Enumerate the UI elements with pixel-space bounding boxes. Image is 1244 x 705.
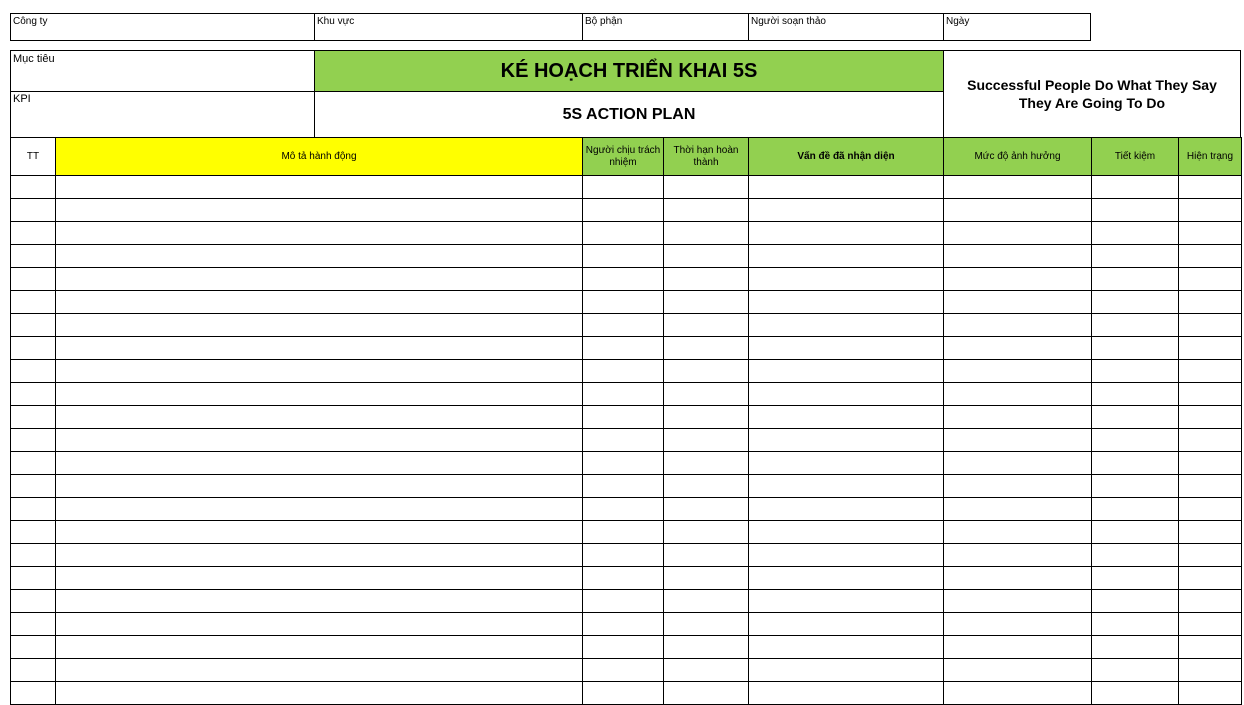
cell-impact[interactable] [944, 521, 1092, 544]
cell-responsible[interactable] [583, 498, 664, 521]
cell-saving[interactable] [1092, 222, 1179, 245]
cell-deadline[interactable] [664, 452, 749, 475]
table-body [11, 176, 1242, 705]
cell-responsible[interactable] [583, 452, 664, 475]
cell-impact[interactable] [944, 245, 1092, 268]
cell-description[interactable] [56, 314, 583, 337]
cell-saving[interactable] [1092, 406, 1179, 429]
cell-responsible[interactable] [583, 360, 664, 383]
cell-tt[interactable] [11, 314, 56, 337]
table-row [11, 360, 1242, 383]
cell-description[interactable] [56, 268, 583, 291]
cell-deadline[interactable] [664, 268, 749, 291]
action-plan-table [10, 137, 1242, 705]
cell-issue[interactable] [749, 222, 944, 245]
cell-status[interactable] [1179, 406, 1242, 429]
cell-tt[interactable] [11, 659, 56, 682]
cell-issue[interactable] [749, 659, 944, 682]
cell-responsible[interactable] [583, 544, 664, 567]
table-row [11, 659, 1242, 682]
cell-impact[interactable] [944, 452, 1092, 475]
cell-tt[interactable] [11, 360, 56, 383]
cell-responsible[interactable] [583, 682, 664, 705]
cell-status[interactable] [1179, 314, 1242, 337]
cell-issue[interactable] [749, 613, 944, 636]
cell-description[interactable] [56, 636, 583, 659]
col-header-issue: Vấn đề đã nhận diện [749, 138, 944, 176]
cell-saving[interactable] [1092, 682, 1179, 705]
table-row [11, 222, 1242, 245]
cell-status[interactable] [1179, 498, 1242, 521]
cell-description[interactable] [56, 383, 583, 406]
cell-deadline[interactable] [664, 337, 749, 360]
table-row [11, 245, 1242, 268]
cell-deadline[interactable] [664, 567, 749, 590]
cell-impact[interactable] [944, 498, 1092, 521]
table-row [11, 544, 1242, 567]
cell-saving[interactable] [1092, 245, 1179, 268]
cell-issue[interactable] [749, 452, 944, 475]
col-header-responsible: Người chịu trách nhiệm [583, 138, 664, 176]
cell-responsible[interactable] [583, 521, 664, 544]
kpi-label: KPI [13, 93, 31, 105]
cell-description[interactable] [56, 291, 583, 314]
cell-impact[interactable] [944, 268, 1092, 291]
cell-issue[interactable] [749, 176, 944, 199]
cell-saving[interactable] [1092, 636, 1179, 659]
cell-status[interactable] [1179, 613, 1242, 636]
cell-saving[interactable] [1092, 337, 1179, 360]
cell-impact[interactable] [944, 337, 1092, 360]
cell-tt[interactable] [11, 199, 56, 222]
cell-tt[interactable] [11, 337, 56, 360]
cell-deadline[interactable] [664, 383, 749, 406]
cell-saving[interactable] [1092, 590, 1179, 613]
cell-issue[interactable] [749, 337, 944, 360]
cell-impact[interactable] [944, 544, 1092, 567]
cell-issue[interactable] [749, 567, 944, 590]
cell-impact[interactable] [944, 360, 1092, 383]
table-row [11, 452, 1242, 475]
cell-deadline[interactable] [664, 360, 749, 383]
cell-description[interactable] [56, 567, 583, 590]
cell-saving[interactable] [1092, 452, 1179, 475]
cell-status[interactable] [1179, 268, 1242, 291]
cell-responsible[interactable] [583, 199, 664, 222]
cell-issue[interactable] [749, 682, 944, 705]
cell-issue[interactable] [749, 544, 944, 567]
cell-saving[interactable] [1092, 475, 1179, 498]
cell-description[interactable] [56, 682, 583, 705]
cell-impact[interactable] [944, 636, 1092, 659]
cell-tt[interactable] [11, 613, 56, 636]
cell-status[interactable] [1179, 636, 1242, 659]
cell-responsible[interactable] [583, 475, 664, 498]
cell-status[interactable] [1179, 544, 1242, 567]
cell-responsible[interactable] [583, 337, 664, 360]
cell-status[interactable] [1179, 429, 1242, 452]
cell-issue[interactable] [749, 268, 944, 291]
cell-deadline[interactable] [664, 590, 749, 613]
col-header-impact: Mức độ ảnh hưởng [944, 138, 1092, 176]
table-row [11, 337, 1242, 360]
cell-tt[interactable] [11, 406, 56, 429]
cell-description[interactable] [56, 452, 583, 475]
cell-saving[interactable] [1092, 268, 1179, 291]
table-row [11, 498, 1242, 521]
cell-responsible[interactable] [583, 429, 664, 452]
cell-description[interactable] [56, 429, 583, 452]
table-row [11, 176, 1242, 199]
cell-saving[interactable] [1092, 429, 1179, 452]
cell-tt[interactable] [11, 268, 56, 291]
plan-title: KÉ HOẠCH TRIỂN KHAI 5S [314, 51, 944, 92]
cell-description[interactable] [56, 498, 583, 521]
motto-text: Successful People Do What They Say They Are Going To Do [967, 77, 1217, 111]
cell-status[interactable] [1179, 475, 1242, 498]
author-field[interactable] [749, 14, 944, 40]
cell-saving[interactable] [1092, 176, 1179, 199]
cell-responsible[interactable] [583, 291, 664, 314]
cell-responsible[interactable] [583, 406, 664, 429]
cell-deadline[interactable] [664, 613, 749, 636]
table-row [11, 590, 1242, 613]
cell-tt[interactable] [11, 636, 56, 659]
cell-impact[interactable] [944, 383, 1092, 406]
cell-issue[interactable] [749, 245, 944, 268]
cell-tt[interactable] [11, 590, 56, 613]
cell-issue[interactable] [749, 521, 944, 544]
cell-status[interactable] [1179, 222, 1242, 245]
cell-impact[interactable] [944, 314, 1092, 337]
cell-status[interactable] [1179, 521, 1242, 544]
cell-impact[interactable] [944, 199, 1092, 222]
cell-saving[interactable] [1092, 521, 1179, 544]
plan-header [10, 50, 1241, 138]
cell-issue[interactable] [749, 590, 944, 613]
cell-responsible[interactable] [583, 245, 664, 268]
cell-issue[interactable] [749, 360, 944, 383]
cell-impact[interactable] [944, 475, 1092, 498]
table-row [11, 567, 1242, 590]
cell-issue[interactable] [749, 291, 944, 314]
cell-impact[interactable] [944, 567, 1092, 590]
col-header-saving: Tiết kiệm [1092, 138, 1179, 176]
cell-tt[interactable] [11, 383, 56, 406]
col-header-deadline: Thời hạn hoàn thành [664, 138, 749, 176]
cell-tt[interactable] [11, 245, 56, 268]
table-row [11, 291, 1242, 314]
cell-status[interactable] [1179, 337, 1242, 360]
department-field[interactable] [583, 14, 749, 40]
author-label: Người soạn thảo [751, 16, 826, 27]
date-field[interactable] [944, 14, 1090, 40]
cell-responsible[interactable] [583, 636, 664, 659]
company-field[interactable] [11, 14, 315, 40]
cell-impact[interactable] [944, 590, 1092, 613]
cell-issue[interactable] [749, 475, 944, 498]
cell-issue[interactable] [749, 429, 944, 452]
cell-saving[interactable] [1092, 291, 1179, 314]
department-label: Bộ phận [585, 16, 623, 27]
table-row [11, 199, 1242, 222]
cell-responsible[interactable] [583, 314, 664, 337]
table-row [11, 613, 1242, 636]
cell-deadline[interactable] [664, 406, 749, 429]
cell-description[interactable] [56, 659, 583, 682]
cell-deadline[interactable] [664, 291, 749, 314]
cell-saving[interactable] [1092, 544, 1179, 567]
cell-responsible[interactable] [583, 659, 664, 682]
cell-status[interactable] [1179, 176, 1242, 199]
cell-issue[interactable] [749, 636, 944, 659]
cell-status[interactable] [1179, 567, 1242, 590]
cell-deadline[interactable] [664, 498, 749, 521]
cell-status[interactable] [1179, 682, 1242, 705]
cell-deadline[interactable] [664, 176, 749, 199]
cell-issue[interactable] [749, 199, 944, 222]
cell-description[interactable] [56, 590, 583, 613]
cell-deadline[interactable] [664, 475, 749, 498]
cell-deadline[interactable] [664, 429, 749, 452]
cell-saving[interactable] [1092, 498, 1179, 521]
cell-description[interactable] [56, 521, 583, 544]
table-row [11, 521, 1242, 544]
cell-status[interactable] [1179, 659, 1242, 682]
cell-deadline[interactable] [664, 314, 749, 337]
cell-impact[interactable] [944, 222, 1092, 245]
cell-responsible[interactable] [583, 176, 664, 199]
cell-tt[interactable] [11, 498, 56, 521]
cell-responsible[interactable] [583, 268, 664, 291]
cell-deadline[interactable] [664, 521, 749, 544]
cell-saving[interactable] [1092, 383, 1179, 406]
cell-status[interactable] [1179, 245, 1242, 268]
table-header-row [11, 138, 1242, 176]
cell-impact[interactable] [944, 429, 1092, 452]
cell-description[interactable] [56, 406, 583, 429]
cell-saving[interactable] [1092, 567, 1179, 590]
cell-description[interactable] [56, 199, 583, 222]
cell-tt[interactable] [11, 452, 56, 475]
company-label: Công ty [13, 16, 48, 27]
cell-tt[interactable] [11, 429, 56, 452]
cell-description[interactable] [56, 222, 583, 245]
divider [11, 91, 314, 92]
info-row [10, 13, 1091, 41]
cell-saving[interactable] [1092, 199, 1179, 222]
cell-description[interactable] [56, 245, 583, 268]
cell-status[interactable] [1179, 291, 1242, 314]
cell-tt[interactable] [11, 544, 56, 567]
cell-description[interactable] [56, 475, 583, 498]
col-header-status: Hiện trạng [1179, 138, 1242, 176]
cell-description[interactable] [56, 544, 583, 567]
cell-status[interactable] [1179, 590, 1242, 613]
objective-label: Mục tiêu [13, 53, 55, 65]
table-row [11, 268, 1242, 291]
cell-issue[interactable] [749, 498, 944, 521]
cell-responsible[interactable] [583, 590, 664, 613]
cell-issue[interactable] [749, 406, 944, 429]
cell-deadline[interactable] [664, 544, 749, 567]
cell-deadline[interactable] [664, 245, 749, 268]
cell-saving[interactable] [1092, 360, 1179, 383]
cell-responsible[interactable] [583, 613, 664, 636]
table-row [11, 383, 1242, 406]
cell-tt[interactable] [11, 475, 56, 498]
cell-responsible[interactable] [583, 567, 664, 590]
cell-issue[interactable] [749, 383, 944, 406]
cell-deadline[interactable] [664, 636, 749, 659]
cell-tt[interactable] [11, 176, 56, 199]
cell-deadline[interactable] [664, 199, 749, 222]
cell-tt[interactable] [11, 222, 56, 245]
cell-deadline[interactable] [664, 682, 749, 705]
table-row [11, 314, 1242, 337]
cell-saving[interactable] [1092, 613, 1179, 636]
table-row [11, 682, 1242, 705]
cell-status[interactable] [1179, 383, 1242, 406]
cell-impact[interactable] [944, 406, 1092, 429]
area-label: Khu vực [317, 16, 355, 27]
cell-tt[interactable] [11, 291, 56, 314]
table-row [11, 429, 1242, 452]
table-row [11, 406, 1242, 429]
cell-responsible[interactable] [583, 222, 664, 245]
cell-tt[interactable] [11, 567, 56, 590]
cell-tt[interactable] [11, 682, 56, 705]
table-row [11, 475, 1242, 498]
cell-issue[interactable] [749, 314, 944, 337]
area-field[interactable] [315, 14, 583, 40]
cell-impact[interactable] [944, 613, 1092, 636]
cell-impact[interactable] [944, 682, 1092, 705]
cell-saving[interactable] [1092, 314, 1179, 337]
cell-saving[interactable] [1092, 659, 1179, 682]
cell-description[interactable] [56, 337, 583, 360]
cell-description[interactable] [56, 360, 583, 383]
cell-description[interactable] [56, 176, 583, 199]
col-header-description: Mô tả hành động [56, 138, 583, 176]
date-label: Ngày [946, 16, 970, 27]
cell-deadline[interactable] [664, 222, 749, 245]
cell-impact[interactable] [944, 176, 1092, 199]
cell-impact[interactable] [944, 291, 1092, 314]
table-row [11, 636, 1242, 659]
cell-status[interactable] [1179, 452, 1242, 475]
cell-status[interactable] [1179, 360, 1242, 383]
cell-tt[interactable] [11, 521, 56, 544]
cell-deadline[interactable] [664, 659, 749, 682]
plan-subtitle: 5S ACTION PLAN [314, 92, 944, 137]
col-header-tt: TT [11, 138, 56, 176]
cell-responsible[interactable] [583, 383, 664, 406]
cell-status[interactable] [1179, 199, 1242, 222]
cell-description[interactable] [56, 613, 583, 636]
cell-impact[interactable] [944, 659, 1092, 682]
